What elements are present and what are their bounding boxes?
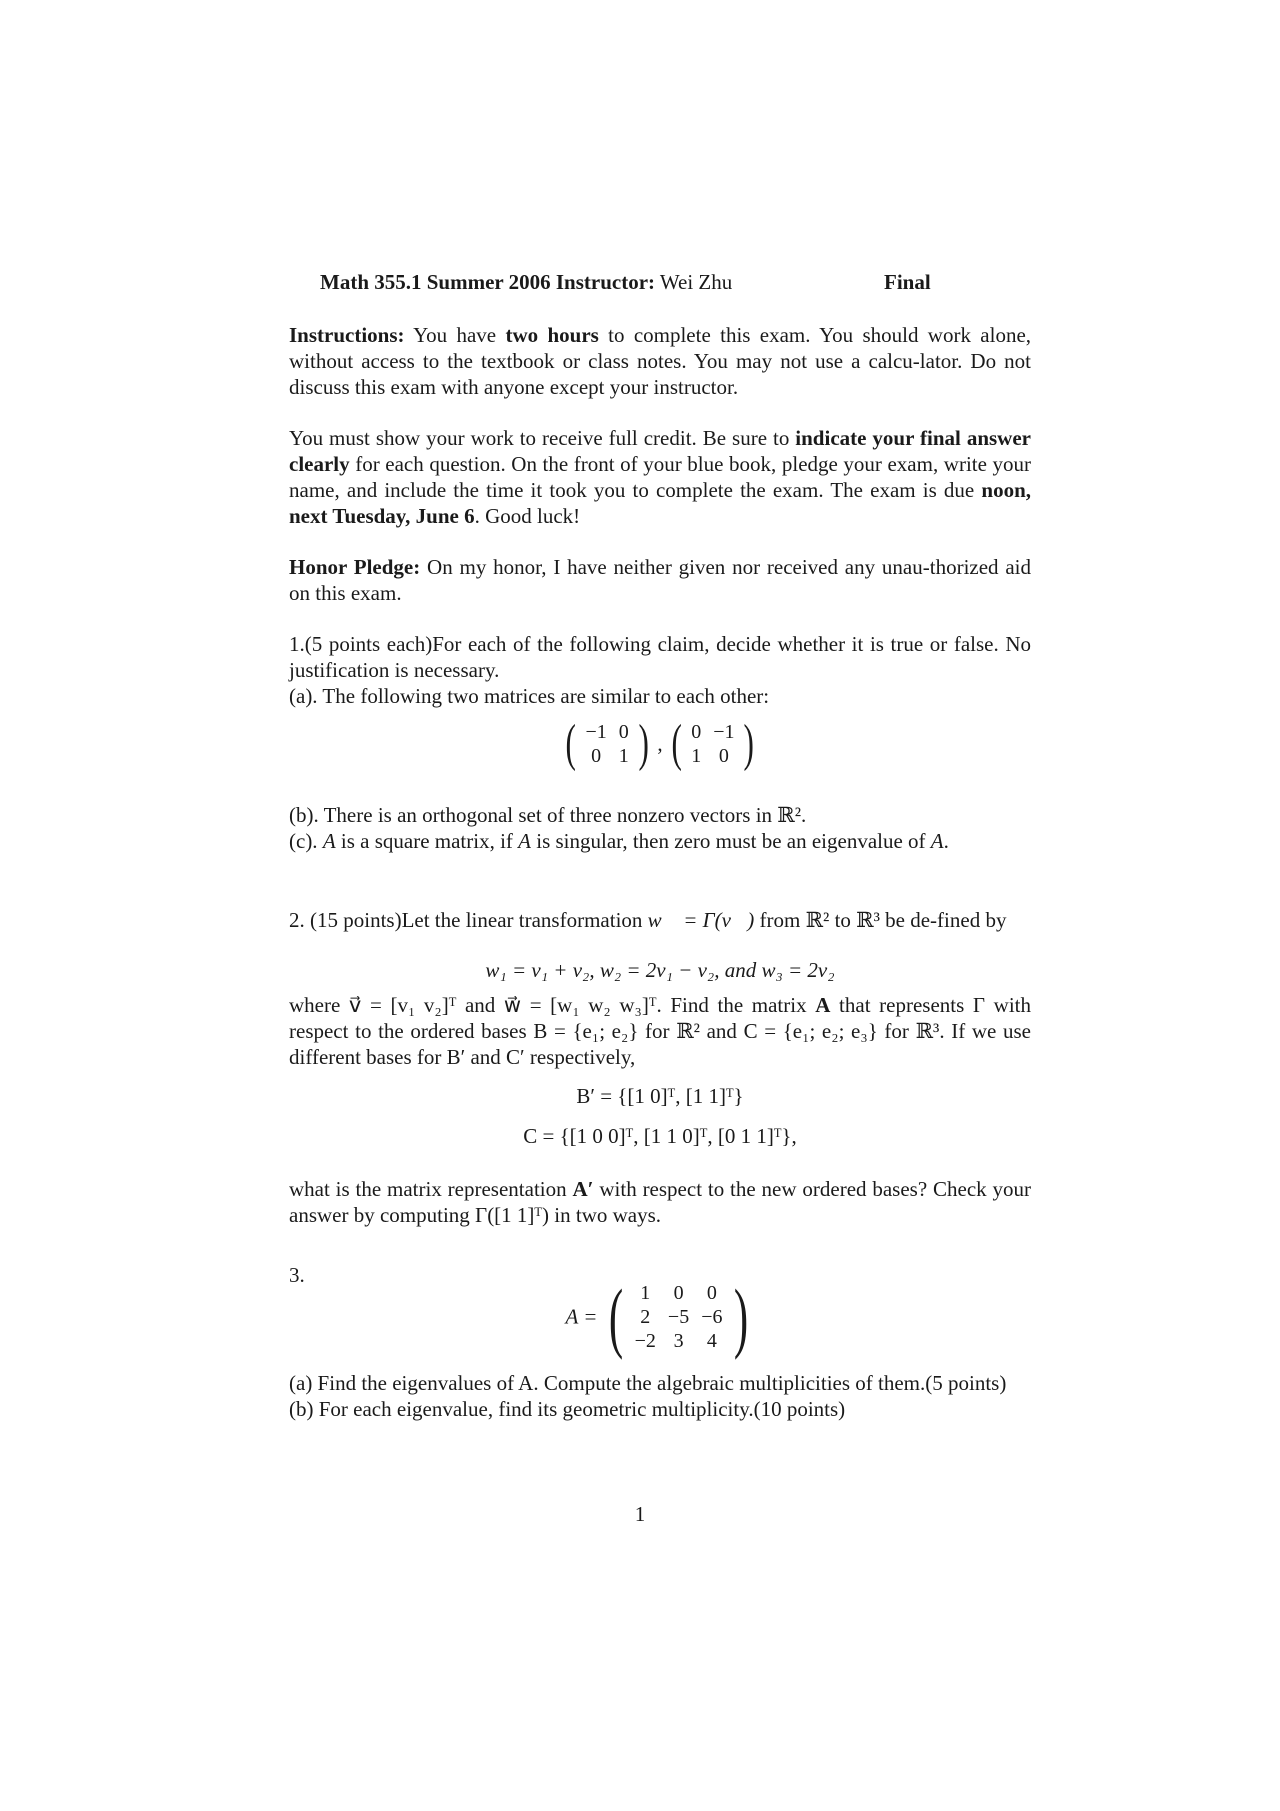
matrix-1: ( −1 0 0 1 ) xyxy=(565,715,649,772)
matrix-a-entry: 3 xyxy=(673,1330,684,1352)
matrix-a-entry: 2 xyxy=(640,1306,651,1328)
q2-final: what is the matrix representation A′ with respect to the new ordered bases? Check your answer by computing Γ([1 1]ᵀ) in two ways. xyxy=(289,1177,1031,1227)
matrix-a-entry: 4 xyxy=(706,1330,717,1352)
instructor-label: Instructor: xyxy=(555,270,656,294)
matrix-1-entry: 0 xyxy=(591,745,602,767)
matrix-2: ( 0 −1 1 0 ) xyxy=(671,715,755,772)
q3-matrix-equation: A = ( 1 0 0 2 −5 −6 −2 3 4 ) xyxy=(289,1278,1031,1356)
matrix-1-entry: −1 xyxy=(585,721,607,743)
matrix-2-entry: 1 xyxy=(691,745,702,767)
course-header xyxy=(320,270,732,295)
matrix-1-entry: 1 xyxy=(618,745,629,767)
honor-label: Honor Pledge: xyxy=(289,555,421,579)
honor-pledge: Honor Pledge: On my honor, I have neither given nor received any unau-thorized aid on this exam. xyxy=(289,555,1031,605)
q1-parts xyxy=(289,802,1031,854)
q2-basis-b: B′ = {[1 0]ᵀ, [1 1]ᵀ} xyxy=(576,1084,744,1108)
matrix-a-entry: −6 xyxy=(701,1306,723,1328)
matrix-2-entry: 0 xyxy=(718,745,729,767)
q3-part-a: (a) Find the eigenvalues of A. Compute the algebraic multiplicities of them.(5 points) xyxy=(289,1371,1007,1395)
q2-basis-c: C = {[1 0 0]ᵀ, [1 1 0]ᵀ, [0 1 1]ᵀ}, xyxy=(523,1124,797,1148)
q3-parts xyxy=(289,1370,1031,1422)
q3-part-b: (b) For each eigenvalue, find its geometric multiplicity.(10 points) xyxy=(289,1397,846,1421)
q1-matrices: ( −1 0 0 1 ) , ( 0 −1 1 0 ) xyxy=(289,718,1031,770)
q1-part-b: (b). There is an orthogonal set of three nonzero vectors in ℝ². xyxy=(289,803,807,827)
q2-definition-equation: w₁ = v₁ + v₂, w₂ = 2v₁ − v₂, and w₃ = 2v₂ xyxy=(485,958,835,982)
matrix-a-entry: 0 xyxy=(673,1282,684,1304)
credit-paragraph: You must show your work to receive full credit. Be sure to indicate your final answer clearly for each question. On the front of your blue book, pledge your exam, write your name, and include the time it took you to complete the exam. The exam is due noon, next Tuesday, June 6. Good luck! xyxy=(289,426,1031,528)
matrix-a-entry: 0 xyxy=(706,1282,717,1304)
matrix-a: ( 1 0 0 2 −5 −6 −2 3 4 ) xyxy=(608,1273,749,1360)
matrix-a-entry: −5 xyxy=(667,1306,690,1328)
instructor-name: Wei Zhu xyxy=(659,270,733,294)
matrix-2-entry: 0 xyxy=(691,721,702,743)
page-number: 1 xyxy=(634,1502,646,1526)
question-3-number: 3. xyxy=(289,1263,305,1287)
matrix-a-entry: 1 xyxy=(640,1282,651,1304)
exam-type: Final xyxy=(884,270,931,294)
course-title: Math 355.1 Summer 2006 xyxy=(320,270,551,294)
q1-part-c: (c). A is a square matrix, if A is singular, then zero must be an eigenvalue of A. xyxy=(289,829,949,853)
matrix-1-entry: 0 xyxy=(618,721,629,743)
question-1: 1.(5 points each)For each of the following claim, decide whether it is true or false. No justification is necessary. (a). The following two matrices are similar to each other: xyxy=(289,632,1031,708)
matrix-a-entry: −2 xyxy=(634,1330,656,1352)
instructions-paragraph: Instructions: You have two hours to complete this exam. You should work alone, without access to the textbook or class notes. You may not use a calcu-lator. Do not discuss this exam with anyone except your instructor. xyxy=(289,323,1032,399)
instructions-label: Instructions: xyxy=(289,323,405,347)
question-2: 2. (15 points)Let the linear transformation w⃗ = Γ(v⃗) from ℝ² to ℝ³ be de-fined by xyxy=(289,908,1007,932)
matrix-2-entry: −1 xyxy=(713,721,735,743)
q2-body: where v⃗ = [v₁ v₂]ᵀ and w⃗ = [w₁ w₂ w₃]ᵀ. Find the matrix A that represents Γ with respect to the ordered bases B = {e₁; e₂} for ℝ² and C = {e₁; e₂; e₃} for ℝ³. If we use different bases for B′ and C′ respectively, xyxy=(289,993,1032,1069)
